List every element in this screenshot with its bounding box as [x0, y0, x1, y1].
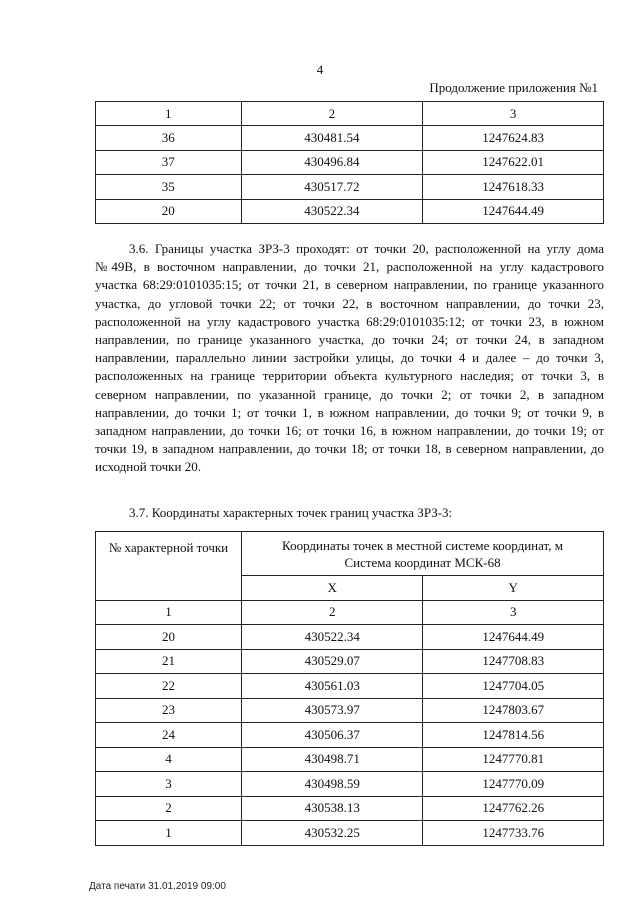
x-cell: 430522.34: [241, 199, 423, 223]
coordinates-header-line2: Система координат МСК-68: [344, 554, 501, 570]
table-row: [96, 772, 604, 797]
table-row: [96, 126, 604, 150]
table-row: [96, 199, 604, 223]
y-cell: 1247618.33: [423, 175, 604, 199]
y-cell: 1247704.05: [423, 674, 604, 699]
table-row: [96, 175, 604, 199]
table-row: [96, 150, 604, 174]
y-cell: 1247622.01: [423, 150, 604, 174]
y-cell: 1247803.67: [423, 698, 604, 723]
point-cell: 23: [96, 698, 242, 723]
x-cell: 430481.54: [241, 126, 423, 150]
point-cell: 20: [96, 625, 242, 650]
table-row: [96, 625, 604, 650]
table-row: [96, 698, 604, 723]
y-cell: 1247624.83: [423, 126, 604, 150]
table-row: [96, 649, 604, 674]
column-number-cell: 3: [423, 102, 604, 126]
point-cell: 20: [96, 199, 242, 223]
x-header: X: [242, 576, 423, 601]
x-cell: 430496.84: [241, 150, 423, 174]
column-number-cell: 2: [241, 102, 423, 126]
y-cell: 1247770.09: [423, 772, 604, 797]
zrz3-coordinates-table: [95, 531, 604, 846]
column-number-cell: 1: [96, 102, 242, 126]
x-cell: 430529.07: [242, 649, 423, 674]
table-row: [96, 796, 604, 821]
point-cell: 3: [96, 772, 242, 797]
y-cell: 1247733.76: [423, 821, 604, 846]
y-cell: 1247708.83: [423, 649, 604, 674]
x-cell: 430538.13: [242, 796, 423, 821]
point-number-header: № характерной точки: [96, 532, 242, 601]
y-cell: 1247814.56: [423, 723, 604, 748]
point-cell: 1: [96, 821, 242, 846]
point-cell: 35: [96, 175, 242, 199]
y-cell: 1247762.26: [423, 796, 604, 821]
point-cell: 24: [96, 723, 242, 748]
section-3-6-paragraph: 3.6. Границы участка ЗРЗ-3 проходят: от точки 20, расположенной на углу дома №49В, в восточном направлении, до точки 21, расположенной на углу кадастрового участка 68:29:0101035:15; от точки 21, в северном направлении, по границе указанного участка, до угловой точки 22; от точки 22, в восточном направлении, до точки 23, расположенной на углу кадастрового участка 68:29:0101035:12; от точки 23, в южном направлении, по границе указанного участка, до точки 24; от точки 24, в западном направлении, параллельно линии застройки улицы, до точки 4 и далее – до точки 3, расположенных на границе территории объекта культурного наследия; от точки 3, в северном направлении, по указанной границе, до точки 2; от точки 2, в западном направлении, до точки 1; от точки 1, в южном направлении, до точки 9; от точки 9, в западном направлении, до точки 16; от точки 16, в южном направлении, до точки 19; от точки 19, в западном направлении, до точки 18; от точки 18, в северном направлении, до исходной точки 20.: [95, 241, 604, 475]
x-cell: 430498.71: [242, 747, 423, 772]
table-row: [96, 821, 604, 846]
page-number: 4: [316, 62, 324, 77]
table-row: [96, 747, 604, 772]
coordinates-header-line1: Координаты точек в местной системе координат, м: [282, 537, 563, 553]
column-number-cell: 2: [242, 600, 423, 625]
x-cell: 430522.34: [242, 625, 423, 650]
table-row: [96, 674, 604, 699]
point-cell: 21: [96, 649, 242, 674]
x-cell: 430573.97: [242, 698, 423, 723]
point-cell: 22: [96, 674, 242, 699]
point-cell: 36: [96, 126, 242, 150]
appendix-continuation-label: Продолжение приложения №1: [429, 80, 598, 95]
coordinates-table-continued: [95, 101, 604, 224]
section-3-7-heading: 3.7. Координаты характерных точек границ участка ЗРЗ-3:: [129, 505, 453, 520]
y-cell: 1247770.81: [423, 747, 604, 772]
x-cell: 430532.25: [242, 821, 423, 846]
coordinates-header: [242, 532, 604, 576]
x-cell: 430517.72: [241, 175, 423, 199]
point-cell: 2: [96, 796, 242, 821]
column-number-cell: 3: [423, 600, 604, 625]
x-cell: 430498.59: [242, 772, 423, 797]
column-numbers-row: [96, 600, 604, 625]
x-cell: 430506.37: [242, 723, 423, 748]
point-cell: 37: [96, 150, 242, 174]
y-cell: 1247644.49: [423, 625, 604, 650]
table-header-row: [96, 532, 604, 576]
y-header: Y: [423, 576, 604, 601]
y-cell: 1247644.49: [423, 199, 604, 223]
column-number-cell: 1: [96, 600, 242, 625]
x-cell: 430561.03: [242, 674, 423, 699]
table-header-row: [96, 102, 604, 126]
point-cell: 4: [96, 747, 242, 772]
table-row: [96, 723, 604, 748]
print-date: Дата печати 31.01.2019 09:00: [89, 881, 226, 892]
